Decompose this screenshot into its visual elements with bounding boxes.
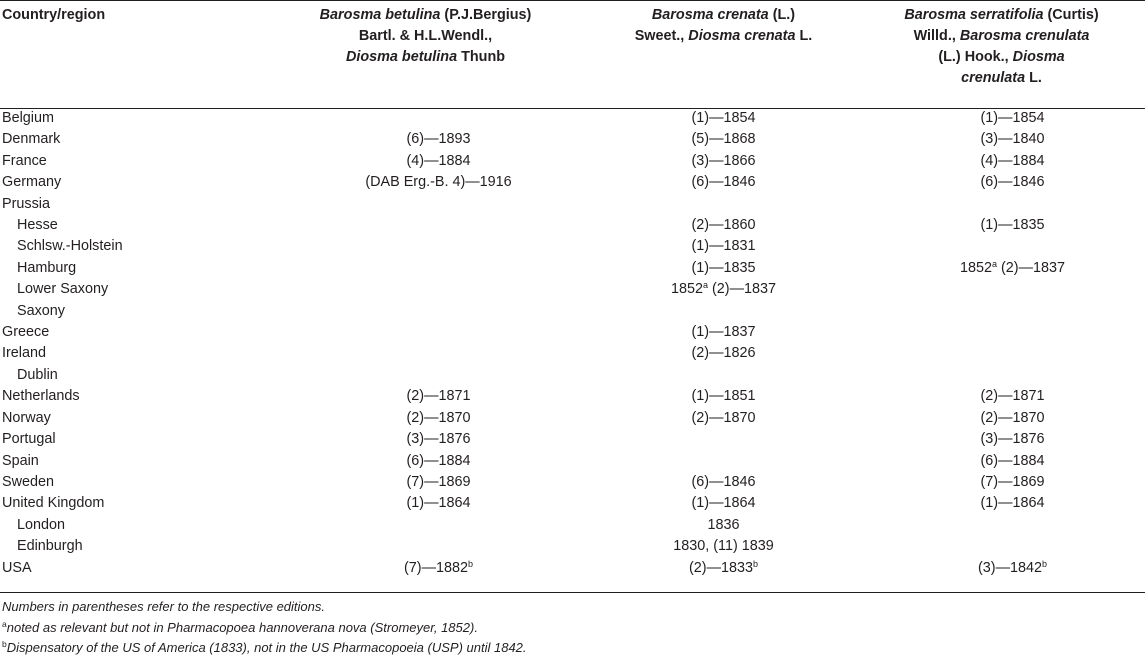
country-cell: Schlsw.-Holstein	[17, 238, 123, 255]
country-cell: Germany	[2, 174, 62, 191]
country-cell: Denmark	[2, 131, 61, 148]
country-cell: Portugal	[2, 431, 56, 448]
crenata-cell	[589, 451, 858, 472]
header-barosma-crenata: Barosma crenata (L.) Sweet., Diosma crenata L.	[634, 7, 813, 44]
header-barosma-serratifolia: Barosma serratifolia (Curtis) Willd., Barosma crenulata (L.) Hook., Diosma crenulata L.	[904, 7, 1099, 86]
betulina-cell	[262, 365, 589, 386]
footnote-a: $^a$noted as relevant but not in Pharmacopoea hannoverana nova (Stromeyer, 1852).	[2, 618, 478, 635]
table-row	[0, 322, 1145, 343]
crenata-cell: (5)—1868	[691, 131, 756, 148]
betulina-cell: (1)—1864	[406, 495, 471, 512]
table-row	[0, 258, 1145, 279]
country-cell: Hamburg	[17, 259, 77, 276]
serratifolia-cell: (1)—1864	[980, 495, 1045, 512]
crenata-cell	[589, 365, 858, 386]
country-cell: Lower Saxony	[17, 281, 109, 298]
crenata-cell	[589, 429, 858, 450]
country-cell: Saxony	[17, 302, 65, 319]
serratifolia-cell	[858, 365, 1145, 386]
crenata-cell: (1)—1854	[691, 110, 756, 126]
table-row	[0, 301, 1145, 322]
betulina-cell	[262, 194, 589, 215]
betulina-cell	[262, 215, 589, 236]
footnote-b-marker: b	[467, 558, 473, 569]
crenata-cell: (1)—1864	[691, 495, 756, 512]
betulina-cell	[262, 515, 589, 536]
serratifolia-cell	[858, 236, 1145, 257]
footnote-b-marker: b	[1041, 558, 1047, 569]
betulina-cell	[262, 301, 589, 322]
table-row	[0, 172, 1145, 193]
footnote-a-marker: a	[992, 258, 998, 269]
serratifolia-cell: 1852$^a$ (2)—1837	[959, 258, 1066, 276]
serratifolia-cell: (6)—1846	[980, 174, 1045, 191]
crenata-cell: (3)—1866	[691, 152, 756, 169]
crenata-cell: 1830, (11) 1839	[673, 538, 774, 555]
serratifolia-cell	[858, 322, 1145, 343]
country-cell: Edinburgh	[17, 538, 83, 555]
country-cell: Sweden	[2, 473, 55, 490]
betulina-cell: (6)—1884	[406, 452, 471, 469]
country-cell: Norway	[2, 409, 51, 426]
table-row	[0, 558, 1145, 579]
crenata-cell: (1)—1835	[691, 259, 756, 276]
footnote-b: $^b$Dispensatory of the US of America (1833), not in the US Pharmacopoeia (USP) until 1842.	[2, 639, 527, 655]
betulina-cell: (2)—1870	[406, 409, 471, 426]
serratifolia-cell	[858, 194, 1145, 215]
table-row	[0, 279, 1145, 300]
crenata-cell: (1)—1831	[691, 238, 756, 255]
serratifolia-cell: (1)—1835	[980, 217, 1045, 234]
serratifolia-cell: (6)—1884	[980, 452, 1045, 469]
crenata-cell: (6)—1846	[691, 174, 756, 191]
crenata-cell: (2)—1826	[691, 345, 756, 362]
crenata-cell: (2)—1860	[691, 217, 756, 234]
footnote-b-marker: b	[752, 558, 758, 569]
header-barosma-betulina: Barosma betulina (P.J.Bergius) Bartl. & H.L.Wendl., Diosma betulina Thunb	[319, 7, 532, 65]
table-row	[0, 343, 1145, 364]
country-cell: Spain	[2, 452, 39, 469]
country-cell: Belgium	[2, 110, 54, 126]
crenata-cell: 1852$^a$ (2)—1837	[670, 280, 777, 298]
serratifolia-cell	[858, 279, 1145, 300]
serratifolia-cell	[858, 301, 1145, 322]
betulina-cell	[262, 258, 589, 279]
serratifolia-cell	[858, 536, 1145, 557]
crenata-cell: (1)—1837	[691, 324, 756, 341]
betulina-cell: (4)—1884	[406, 152, 471, 169]
serratifolia-cell: (4)—1884	[980, 152, 1045, 169]
betulina-cell: (6)—1893	[406, 131, 471, 148]
table-row	[0, 103, 1145, 129]
betulina-cell	[262, 236, 589, 257]
betulina-cell: (7)—1869	[406, 473, 471, 490]
serratifolia-cell: (1)—1854	[980, 110, 1045, 126]
betulina-cell	[262, 279, 589, 300]
betulina-cell	[262, 536, 589, 557]
table-footnotes	[2, 597, 527, 659]
crenata-cell	[589, 301, 858, 322]
serratifolia-cell: (7)—1869	[980, 473, 1045, 490]
crenata-cell: (2)—1833$^b$	[688, 558, 758, 576]
footnote-editions: Numbers in parentheses refer to the respective editions.	[2, 599, 326, 614]
betulina-cell	[262, 343, 589, 364]
country-cell: Netherlands	[2, 388, 80, 405]
crenata-cell: (2)—1870	[691, 409, 756, 426]
serratifolia-cell: (2)—1870	[980, 409, 1045, 426]
table-row	[0, 536, 1145, 557]
country-cell: Greece	[2, 324, 50, 341]
serratifolia-cell: (2)—1871	[980, 388, 1045, 405]
betulina-cell: (3)—1876	[406, 431, 471, 448]
header-row	[0, 0, 1145, 103]
table-row	[0, 472, 1145, 493]
betulina-cell: (2)—1871	[406, 388, 471, 405]
betulina-cell: (7)—1882$^b$	[403, 558, 473, 576]
footnote-a-marker: a	[703, 280, 709, 291]
country-cell: Ireland	[2, 345, 47, 362]
crenata-cell: (6)—1846	[691, 473, 756, 490]
table-row	[0, 129, 1145, 150]
serratifolia-cell: (3)—1840	[980, 131, 1045, 148]
table-row	[0, 429, 1145, 450]
betulina-cell	[262, 103, 589, 129]
serratifolia-cell: (3)—1876	[980, 431, 1045, 448]
serratifolia-cell	[858, 515, 1145, 536]
table-row	[0, 236, 1145, 257]
table-row	[0, 365, 1145, 386]
betulina-cell: (DAB Erg.-B. 4)—1916	[365, 174, 512, 191]
country-cell: London	[17, 516, 66, 533]
crenata-cell: (1)—1851	[691, 388, 756, 405]
country-cell: France	[2, 152, 47, 169]
serratifolia-cell: (3)—1842$^b$	[977, 558, 1047, 576]
crenata-cell: 1836	[707, 516, 740, 533]
header-country: Country/region	[2, 7, 106, 23]
country-cell: Dublin	[17, 366, 58, 383]
country-cell: Prussia	[2, 195, 50, 212]
serratifolia-cell	[858, 343, 1145, 364]
table-row	[0, 215, 1145, 236]
country-cell: United Kingdom	[2, 495, 105, 512]
table-row	[0, 151, 1145, 172]
crenata-cell	[589, 194, 858, 215]
table-row	[0, 408, 1145, 429]
table-row	[0, 386, 1145, 407]
table-row	[0, 194, 1145, 215]
country-cell: USA	[2, 559, 32, 576]
table-bottom-rule	[0, 592, 1145, 593]
table-row	[0, 451, 1145, 472]
table-row	[0, 515, 1145, 536]
table-row	[0, 493, 1145, 514]
betulina-cell	[262, 322, 589, 343]
country-cell: Hesse	[17, 217, 58, 234]
